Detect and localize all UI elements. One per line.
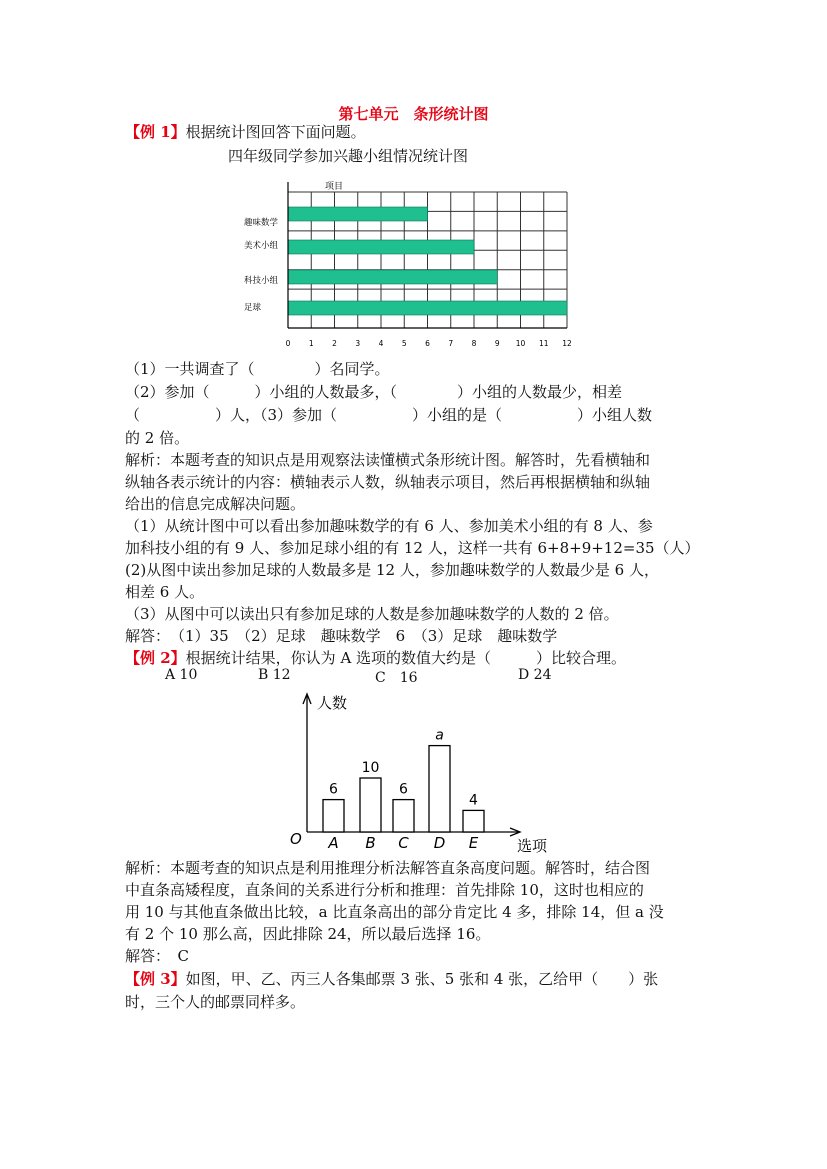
chart1-category-label: 趣味数学 bbox=[244, 218, 279, 228]
chart1-tick-label: 7 bbox=[448, 339, 454, 348]
chart1-category-labels bbox=[244, 217, 279, 313]
chart1-tick-label: 0 bbox=[285, 339, 291, 348]
chart2-category-labels bbox=[327, 834, 478, 852]
example-1-tag: 【例 1】 bbox=[125, 123, 186, 141]
chart1-category-label: 足球 bbox=[244, 303, 262, 313]
chart2-x-axis-label: 选项 bbox=[517, 837, 548, 855]
example-2-analysis-4: 有 2 个 10 那么高，因此排除 24，所以最后选择 16。 bbox=[125, 925, 491, 943]
example-2-analysis-1: 解析：本题考查的知识点是利用推理分析法解答直条高度问题。解答时，结合图 bbox=[125, 859, 651, 877]
chart1-tick-label: 9 bbox=[494, 339, 500, 348]
example-1-question-line bbox=[125, 121, 705, 143]
example-1-analysis-8: （3）从图中可以读出只有参加足球的人数是参加趣味数学的人数的 2 倍。 bbox=[125, 605, 619, 623]
chart2-value-label: 4 bbox=[469, 792, 478, 809]
example-1-q2-line-b: （ ）人，（3）参加（ ）小组的是（ ）小组人数 bbox=[125, 406, 653, 424]
chart1-tick-label: 5 bbox=[401, 339, 407, 348]
example-1-analysis-6: (2)从图中读出参加足球的人数最多是 12 人，参加趣味数学的人数最少是 6 人， bbox=[125, 561, 659, 579]
example-1-analysis-7: 相差 6 人。 bbox=[125, 583, 205, 601]
chart1-tick-label: 4 bbox=[378, 339, 384, 348]
example-2-tag: 【例 2】 bbox=[125, 649, 186, 667]
chart1-bar bbox=[288, 270, 497, 284]
example-1-analysis-4: （1）从统计图中可以看出参加趣味数学的有 6 人、参加美术小组的有 8 人、参 bbox=[125, 517, 653, 535]
example-1-q2-line-a: （2）参加（ ）小组的人数最多，（ ）小组的人数最少，相差 bbox=[125, 383, 623, 401]
example-3-question-line bbox=[125, 968, 705, 990]
chart1-title: 四年级同学参加兴趣小组情况统计图 bbox=[228, 147, 469, 165]
chart2-bar bbox=[429, 746, 450, 832]
chart1-y-axis-label: 项目 bbox=[325, 182, 344, 192]
chart1-tick-label: 8 bbox=[471, 339, 477, 348]
chart2-value-label: a bbox=[435, 727, 444, 744]
chart2-vertical-bar-chart bbox=[280, 686, 570, 858]
example-2-question: 根据统计结果，你认为 A 选项的数值大约是（ ）比较合理。 bbox=[185, 649, 627, 667]
example-2-question-line bbox=[125, 647, 705, 669]
example-2-analysis-3: 用 10 与其他直条做出比较，a 比直条高出的部分肯定比 4 多，排除 14，但 a 没 bbox=[125, 903, 664, 921]
chart2-category-label: B bbox=[365, 834, 376, 852]
chart2-category-label: A bbox=[328, 834, 339, 852]
chart1-tick-label: 2 bbox=[332, 339, 337, 348]
chart2-category-label: D bbox=[433, 834, 446, 852]
example-1-analysis-5: 加科技小组的有 9 人、参加足球小组的有 12 人，这样一共有 6+8+9+12=35（人） bbox=[125, 539, 700, 557]
chart1-tick-label: 6 bbox=[425, 339, 430, 348]
option-a: A 10 bbox=[165, 667, 198, 683]
example-3-question-1: 如图，甲、乙、丙三人各集邮票 3 张、5 张和 4 张，乙给甲（ ）张 bbox=[185, 970, 659, 988]
chart1-category-label: 科技小组 bbox=[244, 276, 279, 286]
chart1-category-label: 美术小组 bbox=[244, 241, 279, 251]
example-1-question: 根据统计图回答下面问题。 bbox=[185, 123, 366, 141]
example-1-analysis-2: 纵轴各表示统计的内容：横轴表示人数，纵轴表示项目，然后再根据横轴和纵轴 bbox=[125, 473, 651, 491]
option-d: D 24 bbox=[518, 667, 552, 683]
chart2-bar bbox=[323, 800, 344, 832]
chart2-value-label: 6 bbox=[329, 781, 338, 798]
chart1-bar bbox=[288, 207, 428, 221]
example-1-q2-line-c: 的 2 倍。 bbox=[125, 429, 190, 447]
chart2-category-label: C bbox=[398, 834, 409, 852]
chart1-tick-label: 11 bbox=[538, 339, 549, 348]
chart1-tick-label: 3 bbox=[355, 339, 361, 348]
chart1-tick-labels bbox=[286, 339, 572, 348]
option-c: C 16 bbox=[375, 670, 418, 686]
chart1-horizontal-bar-chart bbox=[230, 170, 600, 360]
chart2-y-axis-label: 人数 bbox=[317, 694, 348, 712]
chart2-value-labels bbox=[329, 728, 478, 809]
chart1-tick-label: 12 bbox=[562, 339, 572, 348]
example-3-tag: 【例 3】 bbox=[125, 970, 186, 988]
chart2-value-label: 6 bbox=[399, 781, 408, 798]
chart2-bar bbox=[360, 778, 381, 832]
chart2-value-label: 10 bbox=[361, 760, 380, 776]
example-3-question-2: 时，三个人的邮票同样多。 bbox=[125, 993, 306, 1011]
chart1-bar bbox=[288, 240, 474, 254]
chart1-tick-label: 10 bbox=[515, 339, 526, 348]
example-1-answer: 解答： （1）35 （2）足球 趣味数学 6 （3）足球 趣味数学 bbox=[125, 627, 558, 645]
chart2-origin-label: O bbox=[290, 830, 302, 848]
example-2-analysis-2: 中直条高矮程度，直条间的关系进行分析和推理：首先排除 10，这时也相应的 bbox=[125, 881, 644, 899]
chart2-bar bbox=[393, 800, 414, 832]
chart2-bar bbox=[463, 810, 484, 832]
example-1-analysis-1: 解析：本题考查的知识点是用观察法读懂横式条形统计图。解答时，先看横轴和 bbox=[125, 451, 651, 469]
option-b: B 12 bbox=[258, 667, 291, 683]
chart1-tick-label: 1 bbox=[308, 339, 314, 348]
unit-title: 第七单元 条形统计图 bbox=[338, 105, 489, 123]
example-2-answer: 解答： C bbox=[125, 947, 189, 965]
example-1-analysis-3: 给出的信息完成解决问题。 bbox=[125, 495, 306, 513]
chart1-bar bbox=[288, 301, 567, 315]
chart2-category-label: E bbox=[468, 834, 479, 852]
example-1-q1: （1）一共调查了（ ）名同学。 bbox=[125, 360, 390, 378]
